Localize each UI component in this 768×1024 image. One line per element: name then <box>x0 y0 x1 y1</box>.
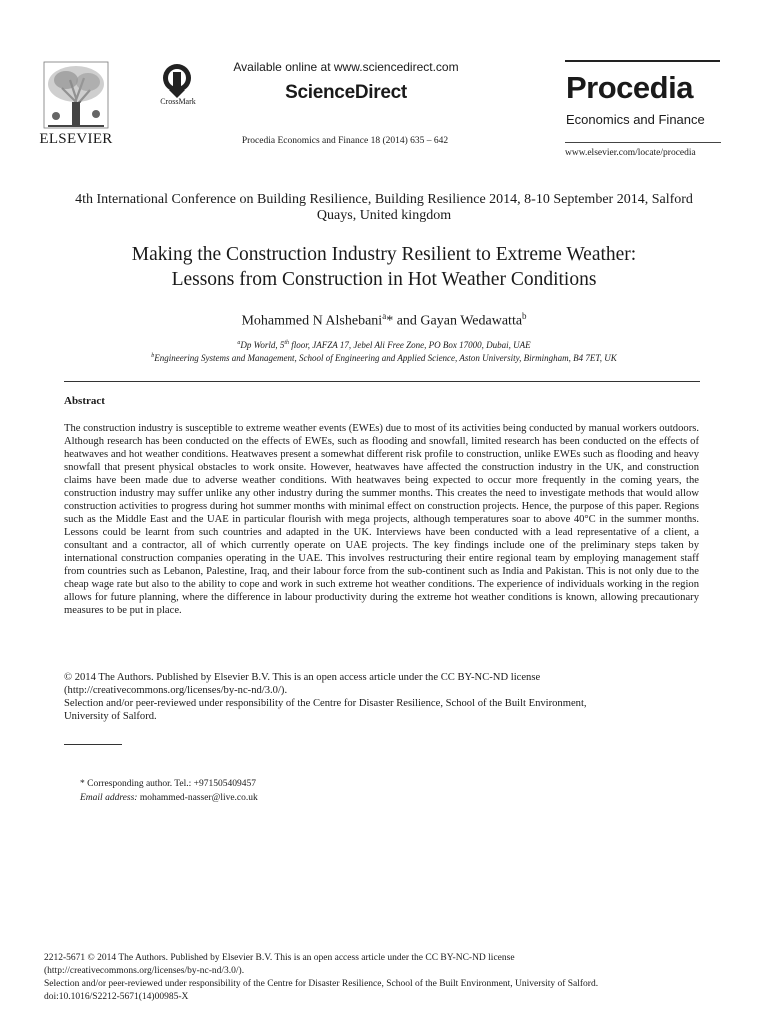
license-line-1: © 2014 The Authors. Published by Elsevier B.V. This is an open access article under the CC BY-NC-ND license <box>64 672 541 683</box>
corresponding-author <box>80 777 258 805</box>
paper-title-line-1: Making the Construction Industry Resilient to Extreme Weather: <box>131 244 637 265</box>
procedia-url[interactable]: www.elsevier.com/locate/procedia <box>565 148 696 158</box>
footer-line-3: Selection and/or peer-reviewed under responsibility of the Centre for Disaster Resilience, School of the Built Environment, University of Salford. <box>44 979 599 989</box>
footnote-divider <box>64 744 122 745</box>
author-connector: and <box>393 313 421 329</box>
conference-name: 4th International Conference on Building Resilience, Building Resilience 2014, 8-10 September 2014, Salford Quays, United kingdom <box>75 192 693 223</box>
procedia-subtitle: Economics and Finance <box>566 112 705 127</box>
footer-license-link[interactable]: (http://creativecommons.org/licenses/by-nc-nd/3.0/). <box>44 966 245 976</box>
affiliation-a-text: Dp World, 5 <box>240 340 285 350</box>
paper-title <box>50 242 718 292</box>
email-label: Email address: <box>80 793 138 803</box>
author-1-affil-mark: a <box>382 311 387 321</box>
license-line-4: University of Salford. <box>64 711 157 722</box>
email-address[interactable]: mohammed-nasser@live.co.uk <box>137 793 258 803</box>
license-line-3: Selection and/or peer-reviewed under responsibility of the Centre for Disaster Resilience, School of the Built Environment, <box>64 698 587 709</box>
affiliation-a-ordinal: th <box>284 340 290 346</box>
author-2-affil-mark: b <box>522 311 527 321</box>
author-2: Gayan Wedawatta <box>420 313 523 329</box>
corresponding-email-row <box>80 791 258 805</box>
affiliation-a <box>64 340 704 350</box>
footer-line-1: 2212-5671 © 2014 The Authors. Published by Elsevier B.V. This is an open access article under the CC BY-NC-ND license <box>44 953 515 963</box>
affiliation-a-rest: floor, JAFZA 17, Jebel Ali Free Zone, PO Box 17000, Dubai, UAE <box>289 340 531 350</box>
journal-reference: Procedia Economics and Finance 18 (2014) 635 – 642 <box>241 136 449 146</box>
license-link[interactable]: (http://creativecommons.org/licenses/by-nc-nd/3.0/). <box>64 685 288 696</box>
available-online-text: Available online at www.sciencedirect.com <box>233 60 459 74</box>
page-footer <box>44 952 724 1004</box>
author-1-corresponding-mark: * <box>386 313 394 329</box>
crossmark-label: CrossMark <box>160 97 196 106</box>
license-block <box>64 671 699 723</box>
affiliation-b-mark: b <box>151 353 155 359</box>
paper-title-line-2: Lessons from Construction in Hot Weather Conditions <box>171 269 597 290</box>
abstract-heading: Abstract <box>64 395 105 407</box>
header-divider <box>64 381 700 382</box>
footer-doi[interactable]: doi:10.1016/S2212-5671(14)00985-X <box>44 992 189 1002</box>
author-list <box>100 311 668 330</box>
affiliation-b-text: Engineering Systems and Management, School of Engineering and Applied Science, Aston University, Birmingham, B4 7ET, UK <box>154 353 617 363</box>
procedia-title: Procedia <box>566 70 693 105</box>
sciencedirect-logo: ScienceDirect <box>285 82 407 103</box>
procedia-divider <box>565 142 721 143</box>
corresponding-phone: * Corresponding author. Tel.: +971505409457 <box>80 779 257 789</box>
author-1: Mohammed N Alshebani <box>241 313 383 329</box>
publisher-name: ELSEVIER <box>39 131 113 147</box>
abstract-body: The construction industry is susceptible to extreme weather events (EWEs) due to most of its activities being conducted by manual workers outdoors. Although research has been conducted on the effects of EWEs, such as flooding and snowfall, limited research has been conducted on the effects of heatwaves and hot weather conditions. Heatwaves present a somewhat different risk profile to construction, unlike EWEs such as flooding and heavy snowfall that present physical obstacles to work onsite. However, heatwaves have affected the construction industry in the UK, and construction claims have been made due to adverse weather conditions. With heatwaves being expected to occur more frequently in the coming years, the construction industry may suffer unlike any other industry during the summer months. This creates the need to investigate methods that would allow construction activities to progress during hot summer months with minimal effect on construction projects. Hence, the purpose of this paper. Regions such as the Middle East and the UAE in particular flourish with mega projects, although temperatures soar to above 40°C in the summer months. Lessons could be learnt from such countries and adapted in the UK. Interviews have been conducted with a lead representative of a client, a consultant and a contractor, all of which currently operate on UAE projects. The key findings include one of the preliminary steps taken by international construction companies operating in the UAE. This involves restructuring their entire regional team by employing management staff from countries such as Lebanon, Palestine, Iraq, and their labour force from the sub-continent such as India and Pakistan. This is not only due to the cheap wage rate but also to the ability to cope and work in such extreme hot weather conditions. The experience of individuals working in the region allows for future planning, where the difference in labour productivity during the extreme hot weather conditions is known, allowing precautionary measures to be put in place. <box>64 423 699 616</box>
affiliation-b <box>64 353 704 363</box>
affiliation-a-mark: a <box>237 340 241 346</box>
